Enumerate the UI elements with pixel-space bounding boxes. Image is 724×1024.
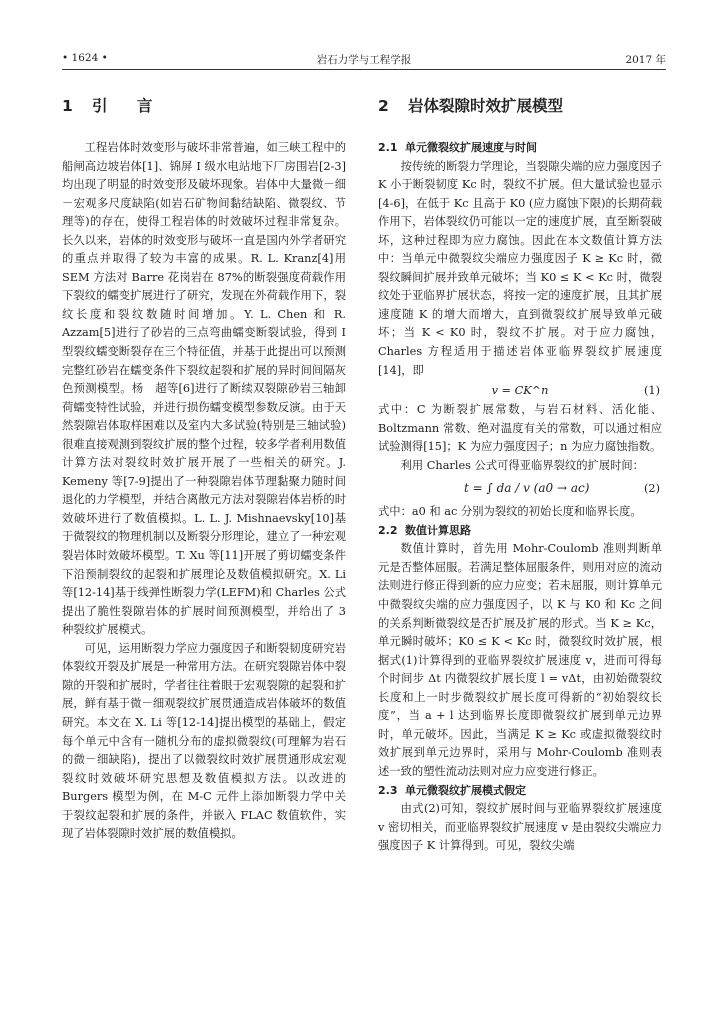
equation-1 bbox=[378, 380, 662, 401]
paragraph-2-3: 由式(2)可知，裂纹扩展时间与亚临界裂纹扩展速度 v 密切相关，而亚临界裂纹扩展速度 v 是由裂纹尖端应力强度因子 K 计算得到。可见，裂纹尖端 bbox=[378, 802, 662, 853]
section-1-number: 1 bbox=[62, 97, 73, 115]
right-column bbox=[378, 93, 662, 856]
equation-1-body: v = CK^n bbox=[491, 384, 549, 398]
subsection-2-2-heading bbox=[378, 522, 662, 541]
subsection-2-1-number: 2.1 bbox=[378, 141, 398, 154]
equation-2-number: (2) bbox=[643, 482, 660, 496]
paragraph-2-1-b: 式中：C 为断裂扩展常数，与岩石材料、活化能、Boltzmann 常数、绝对温度有关的常数，可以通过相应试验测得[15]；K 为应力强度因子；n 为应力腐蚀指数。 bbox=[378, 403, 662, 454]
section-2-number: 2 bbox=[378, 97, 389, 115]
section-1-heading bbox=[62, 93, 346, 119]
paragraph-2-2: 数值计算时，首先用 Mohr-Coulomb 准则判断单元是否整体屈服。若满足整体屈服条件，则用对应的流动法则进行修正得到新的应力应变；若未屈服，则计算单元中微裂纹尖端的应力强度因子，以 K 与 K0 和 Kc 之间的关系判断微裂纹是否扩展及扩展的形式。当 K ≥ Kc，单元瞬时破坏；K0 ≤ K < Kc 时，微裂纹时效扩展，根据式(1)计算得到的亚临界裂纹扩展速度 v，进而可得每个时间步 Δt 内微裂纹扩展长度 l = vΔt，由初始微裂纹长度和上一时步微裂纹扩展长度可得新的“初始裂纹长度”，当 a + l 达到临界长度即微裂纹扩展到单元边界时，单元破坏。因此，当满足 K ≥ Kc 或虚拟微裂纹时效扩展到单元边界时，采用与 Mohr-Coulomb 准则表述一致的塑性流动法则对应力应变进行修正。 bbox=[378, 542, 662, 778]
subsection-2-3-number: 2.3 bbox=[378, 783, 398, 797]
paragraph-2-1-a: 按传统的断裂力学理论，当裂隙尖端的应力强度因子 K 小于断裂韧度 Kc 时，裂纹不扩展。但大量试验也显示[4-6]，在低于 Kc 且高于 K0 (应力腐蚀下限)的长期荷载作用下，岩体裂纹仍可能以一定的速度扩展，直至断裂破坏，这种过程即为应力腐蚀。因此在本文数值计算方法中：当单元中微裂纹尖端应力强度因子 K ≥ Kc 时，微裂纹瞬间扩展并致单元破坏；当 K0 ≤ K < Kc 时，微裂纹处于亚临界扩展状态，将按一定的速度扩展，且其扩展速度随 K 的增大而增大，直到微裂纹扩展导致单元破坏；当 K < K0 时，裂纹不扩展。对于应力腐蚀，Charles 方程适用于描述岩体亚临界裂纹扩展速度[14]，即 bbox=[378, 159, 662, 377]
subsection-2-2-title: 数值计算思路 bbox=[405, 523, 471, 537]
section-2-title: 岩体裂隙时效扩展模型 bbox=[408, 97, 564, 115]
paragraph-2-1-d: 式中：a0 和 ac 分别为裂纹的初始长度和临界长度。 bbox=[378, 505, 642, 519]
equation-1-number: (1) bbox=[643, 384, 660, 398]
subsection-2-3-title: 单元微裂纹扩展模式假定 bbox=[405, 783, 526, 797]
paragraph-2-1-c: 利用 Charles 公式可得亚临界裂纹的扩展时间： bbox=[400, 458, 644, 472]
subsection-2-2-number: 2.2 bbox=[378, 523, 398, 537]
subsection-2-1-heading bbox=[378, 139, 662, 158]
section-1-title: 引 言 bbox=[92, 97, 165, 115]
journal-title: 岩石力学与工程学报 bbox=[316, 54, 412, 66]
publication-year: 2017 年 bbox=[625, 54, 666, 66]
subsection-2-1-title: 单元微裂纹扩展速度与时间 bbox=[405, 141, 537, 154]
page-number: • 1624 • bbox=[62, 52, 108, 64]
intro-paragraph-2: 可见，运用断裂力学应力强度因子和断裂韧度研究岩体裂纹开裂及扩展是一种常用方法。在研究裂隙岩体中裂隙的开裂和扩展时，学者往往着眼于宏观裂隙的起裂和扩展，鲜有基于微－细观裂纹扩展贯通造成岩体破坏的数值研究。本文在 X. Li 等[12-14]提出模型的基础上，假定每个单元中含有一随机分布的虚拟微裂纹(可理解为岩石的微－细缺陷)，提出了以微裂纹时效扩展贯通形成宏观裂纹时效破坏研究思想及数值模拟方法。以改进的 Burgers 模型为例，在 M-C 元件上添加断裂力学中关于裂纹起裂和扩展的条件，并嵌入 FLAC 数值软件，实现了岩体裂隙时效扩展的数值模拟。 bbox=[62, 641, 346, 841]
section-2-heading bbox=[378, 93, 662, 119]
subsection-2-3-heading bbox=[378, 782, 662, 801]
intro-paragraph-1: 工程岩体时效变形与破坏非常普遍，如三峡工程中的船闸高边坡岩体[1]、锦屏 I 级水电站地下厂房围岩[2-3]均出现了明显的时效变形及破坏现象。岩体中大量微－细－宏观多尺度缺陷(如岩石矿物间黏结缺陷、微裂纹、节理等)的存在，使得工程岩体的时效破坏过程非常复杂。长久以来，岩体的时效变形与破坏一直是国内外学者研究的重点并取得了较为丰富的成果。R. L. Kranz[4]用 SEM 方法对 Barre 花岗岩在 87%的断裂强度荷载作用下裂纹的蠕变扩展进行了研究，发现在外荷载作用下，裂纹长度和裂纹数随时间增加。Y. L. Chen 和 R. Azzam[5]进行了砂岩的三点弯曲蠕变断裂试验，得到 I 型裂纹蠕变断裂存在三个特征值，并基于此提出可以预测完整红砂岩在蠕变条件下裂纹起裂和扩展的异时间间隔灰色预测模型。杨 超等[6]进行了断续双裂隙砂岩三轴卸荷蠕变特性试验，并进行损伤蠕变模型参数反演。由于天然裂隙岩体取样困难以及室内大多试验(特别是三轴试验)很难直接观测到裂纹扩展的整个过程，较多学者利用数值计算方法对裂纹时效扩展开展了一些相关的研究。J. Kemeny 等[7-9]提出了一种裂隙岩体节理黏聚力随时间退化的力学模型，并结合离散元方法对裂隙岩体岩桥的时效破坏进行了数值模拟。L. L. J. Mishnaevsky[10]基于微裂纹的物理机制以及断裂分形理论，建立了一种宏观裂岩体时效破坏模型。T. Xu 等[11]开展了剪切蠕变条件下沿预制裂纹的起裂和扩展理论及数值模拟研究。X. Li 等[12-14]基于线弹性断裂力学(LEFM)和 Charles 公式提出了脆性裂隙岩体的扩展时间预测模型，并给出了 3 种裂纹扩展模式。 bbox=[62, 141, 346, 637]
header-rule bbox=[62, 69, 666, 70]
equation-2 bbox=[378, 475, 662, 503]
running-header bbox=[62, 52, 666, 68]
equation-2-body: t = ∫ da / v (a0 → ac) bbox=[464, 481, 590, 496]
left-column bbox=[62, 93, 346, 844]
